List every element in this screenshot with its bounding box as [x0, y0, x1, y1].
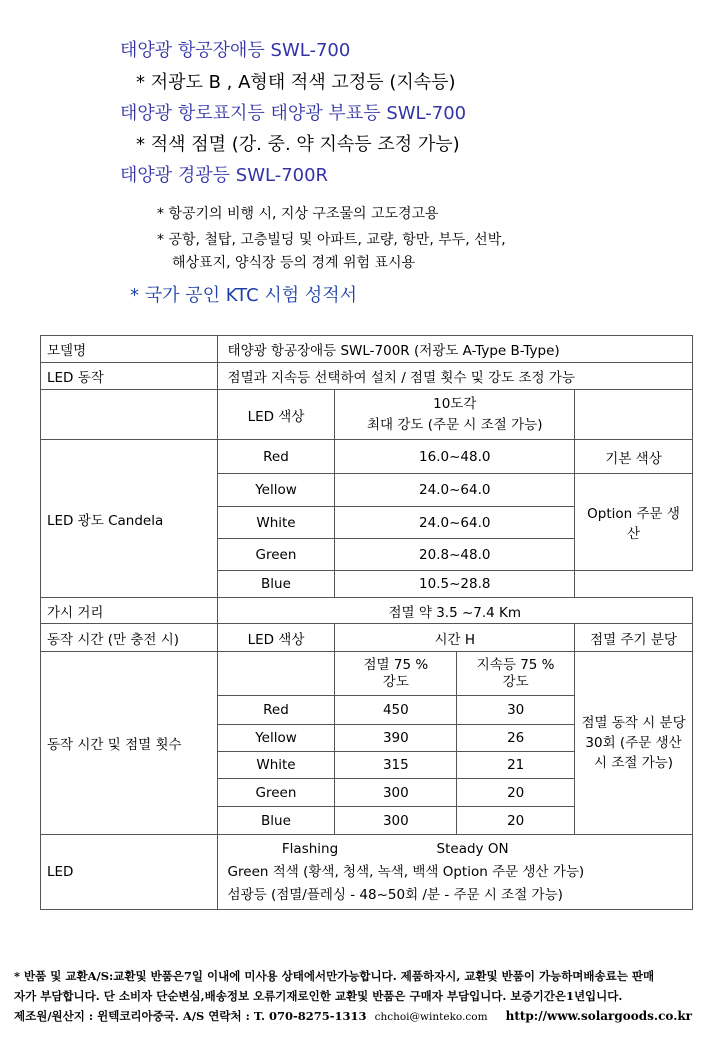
operating-color-header: LED 색상	[217, 624, 335, 652]
intensity-color-cell: Green	[217, 539, 335, 571]
hours-steady-cell: 21	[457, 752, 575, 779]
intensity-color-cell: Blue	[217, 571, 335, 598]
time-header: 시간 H	[335, 624, 575, 652]
return-policy-line2: 자가 부담합니다. 단 소비자 단순변심,배송정보 오류기재로인한 교환및 반품은 구매자 부담입니다. 보증기간은1년입니다.	[14, 989, 623, 1003]
table-row	[41, 624, 693, 652]
hours-color-cell: Yellow	[217, 725, 335, 752]
visibility-value: 점멸 약 3.5 ~7.4 Km	[217, 598, 692, 624]
hours-label: 동작 시간 및 점멸 횟수	[41, 652, 218, 835]
flash-cycle-header: 점멸 주기 분당	[575, 624, 693, 652]
hours-flash-cell: 450	[335, 696, 457, 725]
maker-contact: 제조원/원산지 : 윈텍코리아중국. A/S 연락처 : T. 070-8275-1313	[14, 1009, 367, 1023]
led-color-options: Green 적색 (황색, 청색, 녹색, 백색 Option 주문 생산 가능)	[227, 863, 585, 880]
flash-note-line1: 점멸 동작 시 분당	[581, 715, 686, 731]
strobe-option: 섬광등 (점멸/플레싱 - 48~50회 /분 - 주문 시 조절 가능)	[227, 886, 563, 903]
hours-flash-cell: 300	[335, 807, 457, 835]
basic-color-note: 기본 색상	[575, 440, 693, 474]
certification-note: * 국가 공인 KTC 시험 성적서	[130, 285, 358, 306]
hours-flash-cell: 390	[335, 725, 457, 752]
hours-color-cell: White	[217, 752, 335, 779]
table-row	[41, 652, 693, 696]
hours-flash-cell: 300	[335, 779, 457, 807]
hours-flash-cell: 315	[335, 752, 457, 779]
table-row	[41, 440, 693, 474]
table-row	[41, 363, 693, 390]
flash-note-line3: 시 조절 가능)	[594, 755, 674, 771]
model-value: 태양광 항공장애등 SWL-700R (저광도 A-Type B-Type)	[217, 336, 692, 363]
hours-steady-cell: 26	[457, 725, 575, 752]
max-intensity-header	[335, 390, 575, 440]
return-policy-line1: * 반품 및 교환A/S:교환및 반품은7일 이내에 미사용 상태에서만가능합니다. 제품하자시, 교환및 반품이 가능하며배송료는 판매	[14, 969, 655, 983]
led-operation-value: 점멸과 지속등 선택하여 설치 / 점멸 횟수 및 강도 조정 가능	[217, 363, 692, 390]
website-link[interactable]: http://www.solargoods.co.kr	[505, 1009, 693, 1023]
visibility-label: 가시 거리	[41, 598, 218, 624]
model-label: 모델명	[41, 336, 218, 363]
led-mode-line	[228, 838, 686, 861]
flash-cycle-note	[575, 652, 693, 835]
heading-low-intensity-note: * 저광도 B , A형태 적색 고정등 (지속등)	[136, 72, 456, 93]
table-row	[41, 598, 693, 624]
led-operation-label: LED 동작	[41, 363, 218, 390]
flash-75-line1: 점멸 75 %	[363, 656, 429, 673]
intensity-color-cell: White	[217, 507, 335, 539]
led-description	[217, 835, 692, 910]
heading-red-flash-note: * 적색 점멸 (강. 중. 약 지속등 조정 가능)	[136, 134, 460, 155]
hours-color-cell: Green	[217, 779, 335, 807]
steady-75-line1: 지속등 75 %	[476, 656, 555, 673]
intensity-value-cell: 10.5~28.8	[335, 571, 575, 598]
table-row	[41, 835, 693, 910]
flash-75-header	[335, 652, 457, 696]
intensity-value-cell: 24.0~64.0	[335, 507, 575, 539]
intensity-label: LED 광도 Candela	[41, 440, 218, 598]
bullet-applications-cont: 해상표지, 양식장 등의 경계 위험 표시용	[172, 255, 416, 271]
bullet-applications: * 공항, 철탑, 고층빌딩 및 아파트, 교량, 항만, 부두, 선박,	[157, 232, 506, 248]
led-label: LED	[41, 835, 218, 910]
email-link[interactable]: chchoi@winteko.com	[374, 1011, 488, 1023]
operating-time-label: 동작 시간 (만 충전 시)	[41, 624, 218, 652]
hours-steady-cell: 30	[457, 696, 575, 725]
flash-75-line2: 강도	[382, 673, 409, 690]
table-row	[41, 390, 693, 440]
flash-note-line2: 30회 (주문 생산	[585, 735, 682, 751]
heading-route-buoy-light: 태양광 항로표지등 태양광 부표등 SWL-700	[120, 103, 467, 124]
heading-warning-light: 태양광 경광등 SWL-700R	[120, 165, 329, 186]
intensity-color-cell: Red	[217, 440, 335, 474]
heading-aviation-light: 태양광 항공장애등 SWL-700	[120, 40, 351, 61]
steady-75-line2: 강도	[502, 673, 529, 690]
option-note: Option 주문 생산	[575, 474, 693, 571]
intensity-color-cell: Yellow	[217, 474, 335, 507]
hours-steady-cell: 20	[457, 807, 575, 835]
hours-color-cell: Blue	[217, 807, 335, 835]
steady-75-header	[457, 652, 575, 696]
intensity-header: 최대 강도 (주문 시 조절 가능)	[367, 416, 543, 433]
bullet-altitude-warning: * 항공기의 비행 시, 지상 구조물의 고도경고용	[157, 206, 439, 222]
footer	[14, 966, 714, 1027]
led-color-header: LED 색상	[217, 390, 335, 440]
intensity-value-cell: 24.0~64.0	[335, 474, 575, 507]
angle-header: 10도각	[433, 395, 477, 412]
steady-on-label: Steady ON	[436, 840, 509, 857]
contact-line	[14, 1006, 714, 1027]
spec-table	[40, 335, 693, 910]
table-row	[41, 336, 693, 363]
hours-color-cell: Red	[217, 696, 335, 725]
flashing-label: Flashing	[281, 840, 339, 857]
hours-steady-cell: 20	[457, 779, 575, 807]
intensity-value-cell: 16.0~48.0	[335, 440, 575, 474]
intensity-value-cell: 20.8~48.0	[335, 539, 575, 571]
